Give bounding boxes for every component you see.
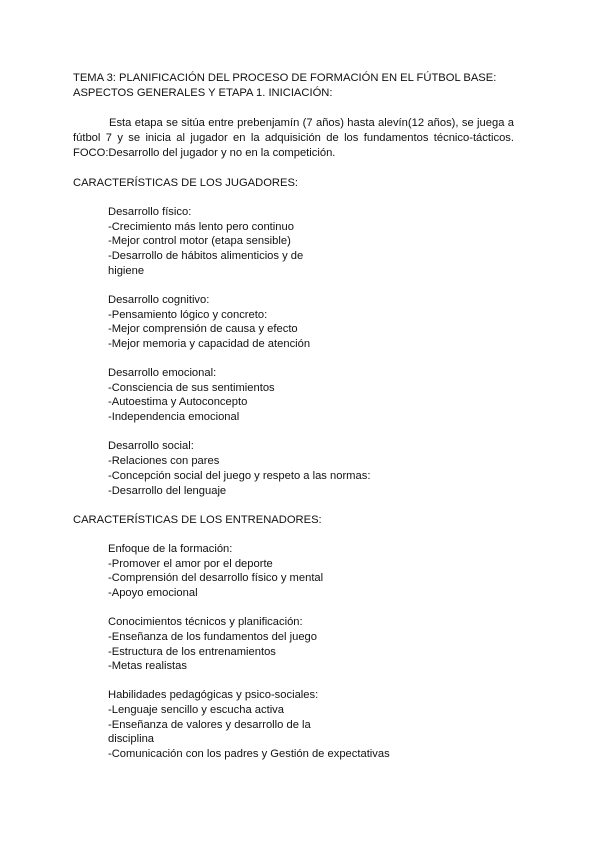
list-item: -Desarrollo del lenguaje [108,485,227,497]
list-item: -Autoestima y Autoconcepto [108,396,248,408]
list-item: -Independencia emocional [108,411,240,423]
list-item: -Enseñanza de valores y desarrollo de la [108,719,311,731]
cognitive-heading: Desarrollo cognitivo: [108,294,210,306]
emotional-heading: Desarrollo emocional: [108,367,217,379]
title-line-1: TEMA 3: PLANIFICACIÓN DEL PROCESO DE FORMACIÓN EN EL FÚTBOL BASE: [73,72,497,84]
intro-focus-line: FOCO:Desarrollo del jugador y no en la competición. [73,147,336,159]
title-line-2: ASPECTOS GENERALES Y ETAPA 1. INICIACIÓN: [73,87,333,99]
list-item: -Consciencia de sus sentimientos [108,382,275,394]
intro-line-1: Esta etapa se sitúa entre prebenjamín (7 años) hasta alevín(12 años), se juega a [109,117,514,129]
technical-heading: Conocimientos técnicos y planificación: [108,616,303,628]
list-item: -Apoyo emocional [108,587,198,599]
intro-line-2: fútbol 7 y se inicia al jugador en la adquisición de los fundamentos técnico-tácticos. [73,132,514,144]
list-item: -Crecimiento más lento pero continuo [108,221,294,233]
list-item: -Relaciones con pares [108,455,220,467]
coaches-heading: CARACTERÍSTICAS DE LOS ENTRENADORES: [73,514,322,526]
list-item: -Promover el amor por el deporte [108,558,273,570]
list-item: -Desarrollo de hábitos alimenticios y de [108,250,304,262]
list-item: -Estructura de los entrenamientos [108,646,276,658]
list-item: -Comunicación con los padres y Gestión de expectativas [108,748,390,760]
list-item: -Pensamiento lógico y concreto: [108,309,268,321]
list-item: -Lenguaje sencillo y escucha activa [108,704,284,716]
list-item: disciplina [108,733,155,745]
list-item: -Enseñanza de los fundamentos del juego [108,631,317,643]
social-heading: Desarrollo social: [108,440,194,452]
physical-heading: Desarrollo físico: [108,206,192,218]
list-item: -Mejor memoria y capacidad de atención [108,338,311,350]
focus-heading: Enfoque de la formación: [108,543,233,555]
list-item: -Concepción social del juego y respeto a las normas: [108,470,371,482]
list-item: -Mejor control motor (etapa sensible) [108,235,291,247]
list-item: -Mejor comprensión de causa y efecto [108,323,298,335]
list-item: -Comprensión del desarrollo físico y mental [108,572,324,584]
players-heading: CARACTERÍSTICAS DE LOS JUGADORES: [73,177,299,189]
list-item: -Metas realistas [108,660,187,672]
pedagogical-heading: Habilidades pedagógicas y psico-sociales: [108,689,319,701]
list-item: higiene [108,265,145,277]
